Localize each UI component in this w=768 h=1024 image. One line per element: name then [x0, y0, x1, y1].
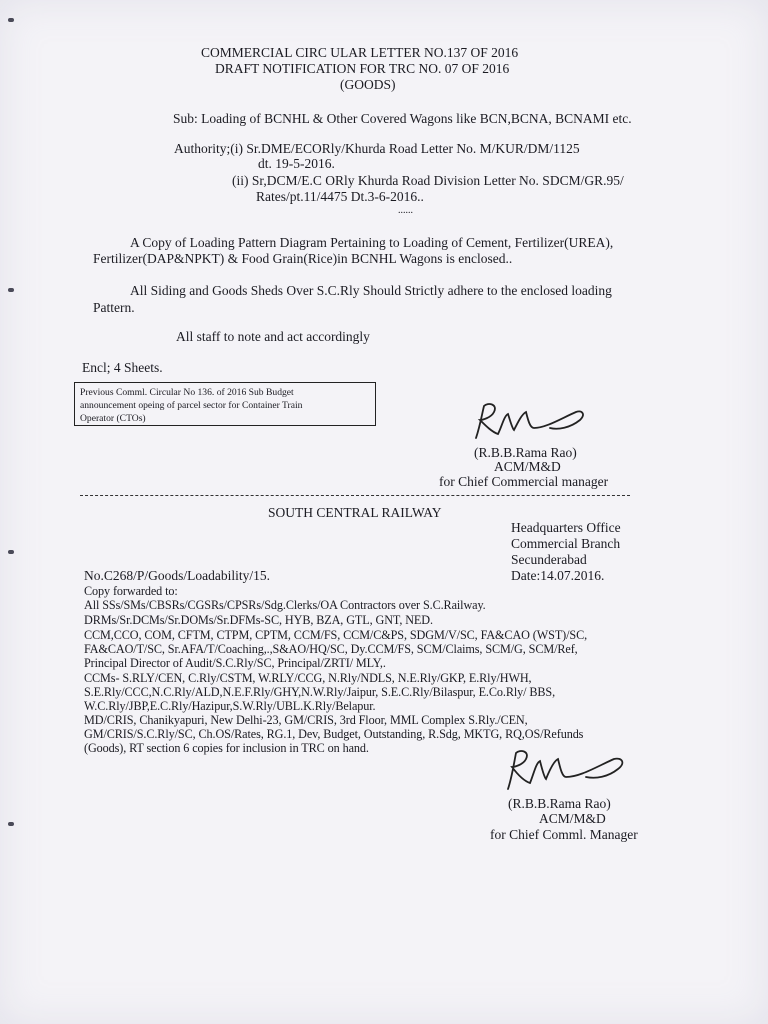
signatory-name-1: (R.B.B.Rama Rao) — [474, 445, 577, 460]
authority-line-1: Authority;(i) Sr.DME/ECORly/Khurda Road Letter No. M/KUR/DM/1125 — [174, 141, 580, 156]
copy-to-line: W.C.Rly/JBP,E.C.Rly/Hazipur,S.W.Rly/UBL.K.Rly/Belapur. — [84, 699, 376, 713]
office-line-3: Secunderabad — [511, 552, 587, 567]
paragraph-2-line-2: Pattern. — [93, 300, 135, 315]
staff-note: All staff to note and act accordingly — [176, 329, 370, 344]
authority-line-4: Rates/pt.11/4475 Dt.3-6-2016.. — [256, 189, 424, 204]
authority-line-2: dt. 19-5-2016. — [258, 156, 335, 171]
copy-to-line: All SSs/SMs/CBSRs/CGSRs/CPSRs/Sdg.Clerks/OA Contractors over S.C.Railway. — [84, 598, 486, 612]
letter-date: Date:14.07.2016. — [511, 568, 605, 583]
copy-to-line: Principal Director of Audit/S.C.Rly/SC, Principal/ZRTI/ MLY,. — [84, 656, 386, 670]
copy-to-line: (Goods), RT section 6 copies for inclusion in TRC on hand. — [84, 741, 369, 755]
copy-to-line: CCM,CCO, COM, CFTM, CTPM, CPTM, CCM/FS, CCM/C&PS, SDGM/V/SC, FA&CAO (WST)/SC, — [84, 628, 588, 642]
signature-2 — [496, 745, 636, 795]
previous-circular-line-2: announcement opeing of parcel sector for Container Train — [80, 400, 303, 411]
previous-circular-line-1: Previous Comml. Circular No 136. of 2016 Sub Budget — [80, 387, 294, 398]
punch-mark — [8, 18, 14, 22]
notification-title: DRAFT NOTIFICATION FOR TRC NO. 07 OF 2016 — [215, 61, 510, 76]
signatory-for-2: for Chief Comml. Manager — [490, 827, 638, 842]
circular-title: COMMERCIAL CIRC ULAR LETTER NO.137 OF 2016 — [201, 45, 519, 60]
signatory-for-1: for Chief Commercial manager — [439, 474, 609, 489]
office-line-2: Commercial Branch — [511, 536, 621, 551]
authority-line-3: (ii) Sr,DCM/E.C ORly Khurda Road Division Letter No. SDCM/GR.95/ — [232, 173, 624, 188]
paragraph-2-line-1: All Siding and Goods Sheds Over S.C.Rly Should Strictly adhere to the enclosed loading — [130, 283, 612, 298]
signatory-name-2: (R.B.B.Rama Rao) — [508, 796, 611, 811]
signatory-title-1: ACM/M&D — [494, 459, 561, 474]
office-line-1: Headquarters Office — [511, 520, 621, 535]
signatory-title-2: ACM/M&D — [539, 811, 606, 826]
copy-to-line: FA&CAO/T/SC, Sr.AFA/T/Coaching,.,S&AO/HQ/SC, Dy.CCM/FS, SCM/Claims, SCM/G, SCM/Ref, — [84, 642, 578, 656]
copy-to-line: S.E.Rly/CCC,N.C.Rly/ALD,N.E.F.Rly/GHY,N.W.Rly/Jaipur, S.E.C.Rly/Bilaspur, E.Co.Rly/ BBS, — [84, 685, 556, 699]
subject-line: Sub: Loading of BCNHL & Other Covered Wagons like BCN,BCNA, BCNAMI etc. — [173, 111, 632, 126]
previous-circular-line-3: Operator (CTOs) — [80, 413, 146, 424]
enclosure-note: Encl; 4 Sheets. — [82, 360, 163, 375]
railway-name: SOUTH CENTRAL RAILWAY — [268, 505, 442, 520]
punch-mark — [8, 822, 14, 826]
copy-to-line: MD/CRIS, Chanikyapuri, New Delhi-23, GM/CRIS, 3rd Floor, MML Complex S.Rly./CEN, — [84, 713, 528, 727]
copy-forwarded-intro: Copy forwarded to: — [84, 584, 178, 598]
previous-circular-box — [74, 382, 376, 426]
section-divider — [80, 495, 630, 496]
copy-to-line: CCMs- S.RLY/CEN, C.Rly/CSTM, W.RLY/CCG, N.Rly/NDLS, N.E.Rly/GKP, E.Rly/HWH, — [84, 671, 532, 685]
punch-mark — [8, 550, 14, 554]
reference-number: No.C268/P/Goods/Loadability/15. — [84, 568, 271, 583]
authority-dots: ...... — [398, 205, 413, 216]
paragraph-1-line-2: Fertilizer(DAP&NPKT) & Food Grain(Rice)in BCNHL Wagons is enclosed.. — [93, 251, 513, 266]
paragraph-1-line-1: A Copy of Loading Pattern Diagram Pertaining to Loading of Cement, Fertilizer(UREA), — [130, 235, 614, 250]
copy-to-line: DRMs/Sr.DCMs/Sr.DOMs/Sr.DFMs-SC, HYB, BZA, GTL, GNT, NED. — [84, 613, 433, 627]
goods-label: (GOODS) — [340, 77, 396, 92]
punch-mark — [8, 288, 14, 292]
signature-1 — [466, 398, 596, 446]
copy-to-line: GM/CRIS/S.C.Rly/SC, Ch.OS/Rates, RG.1, Dev, Budget, Outstanding, R.Sdg, MKTG, RQ,OS/Refunds — [84, 727, 584, 741]
